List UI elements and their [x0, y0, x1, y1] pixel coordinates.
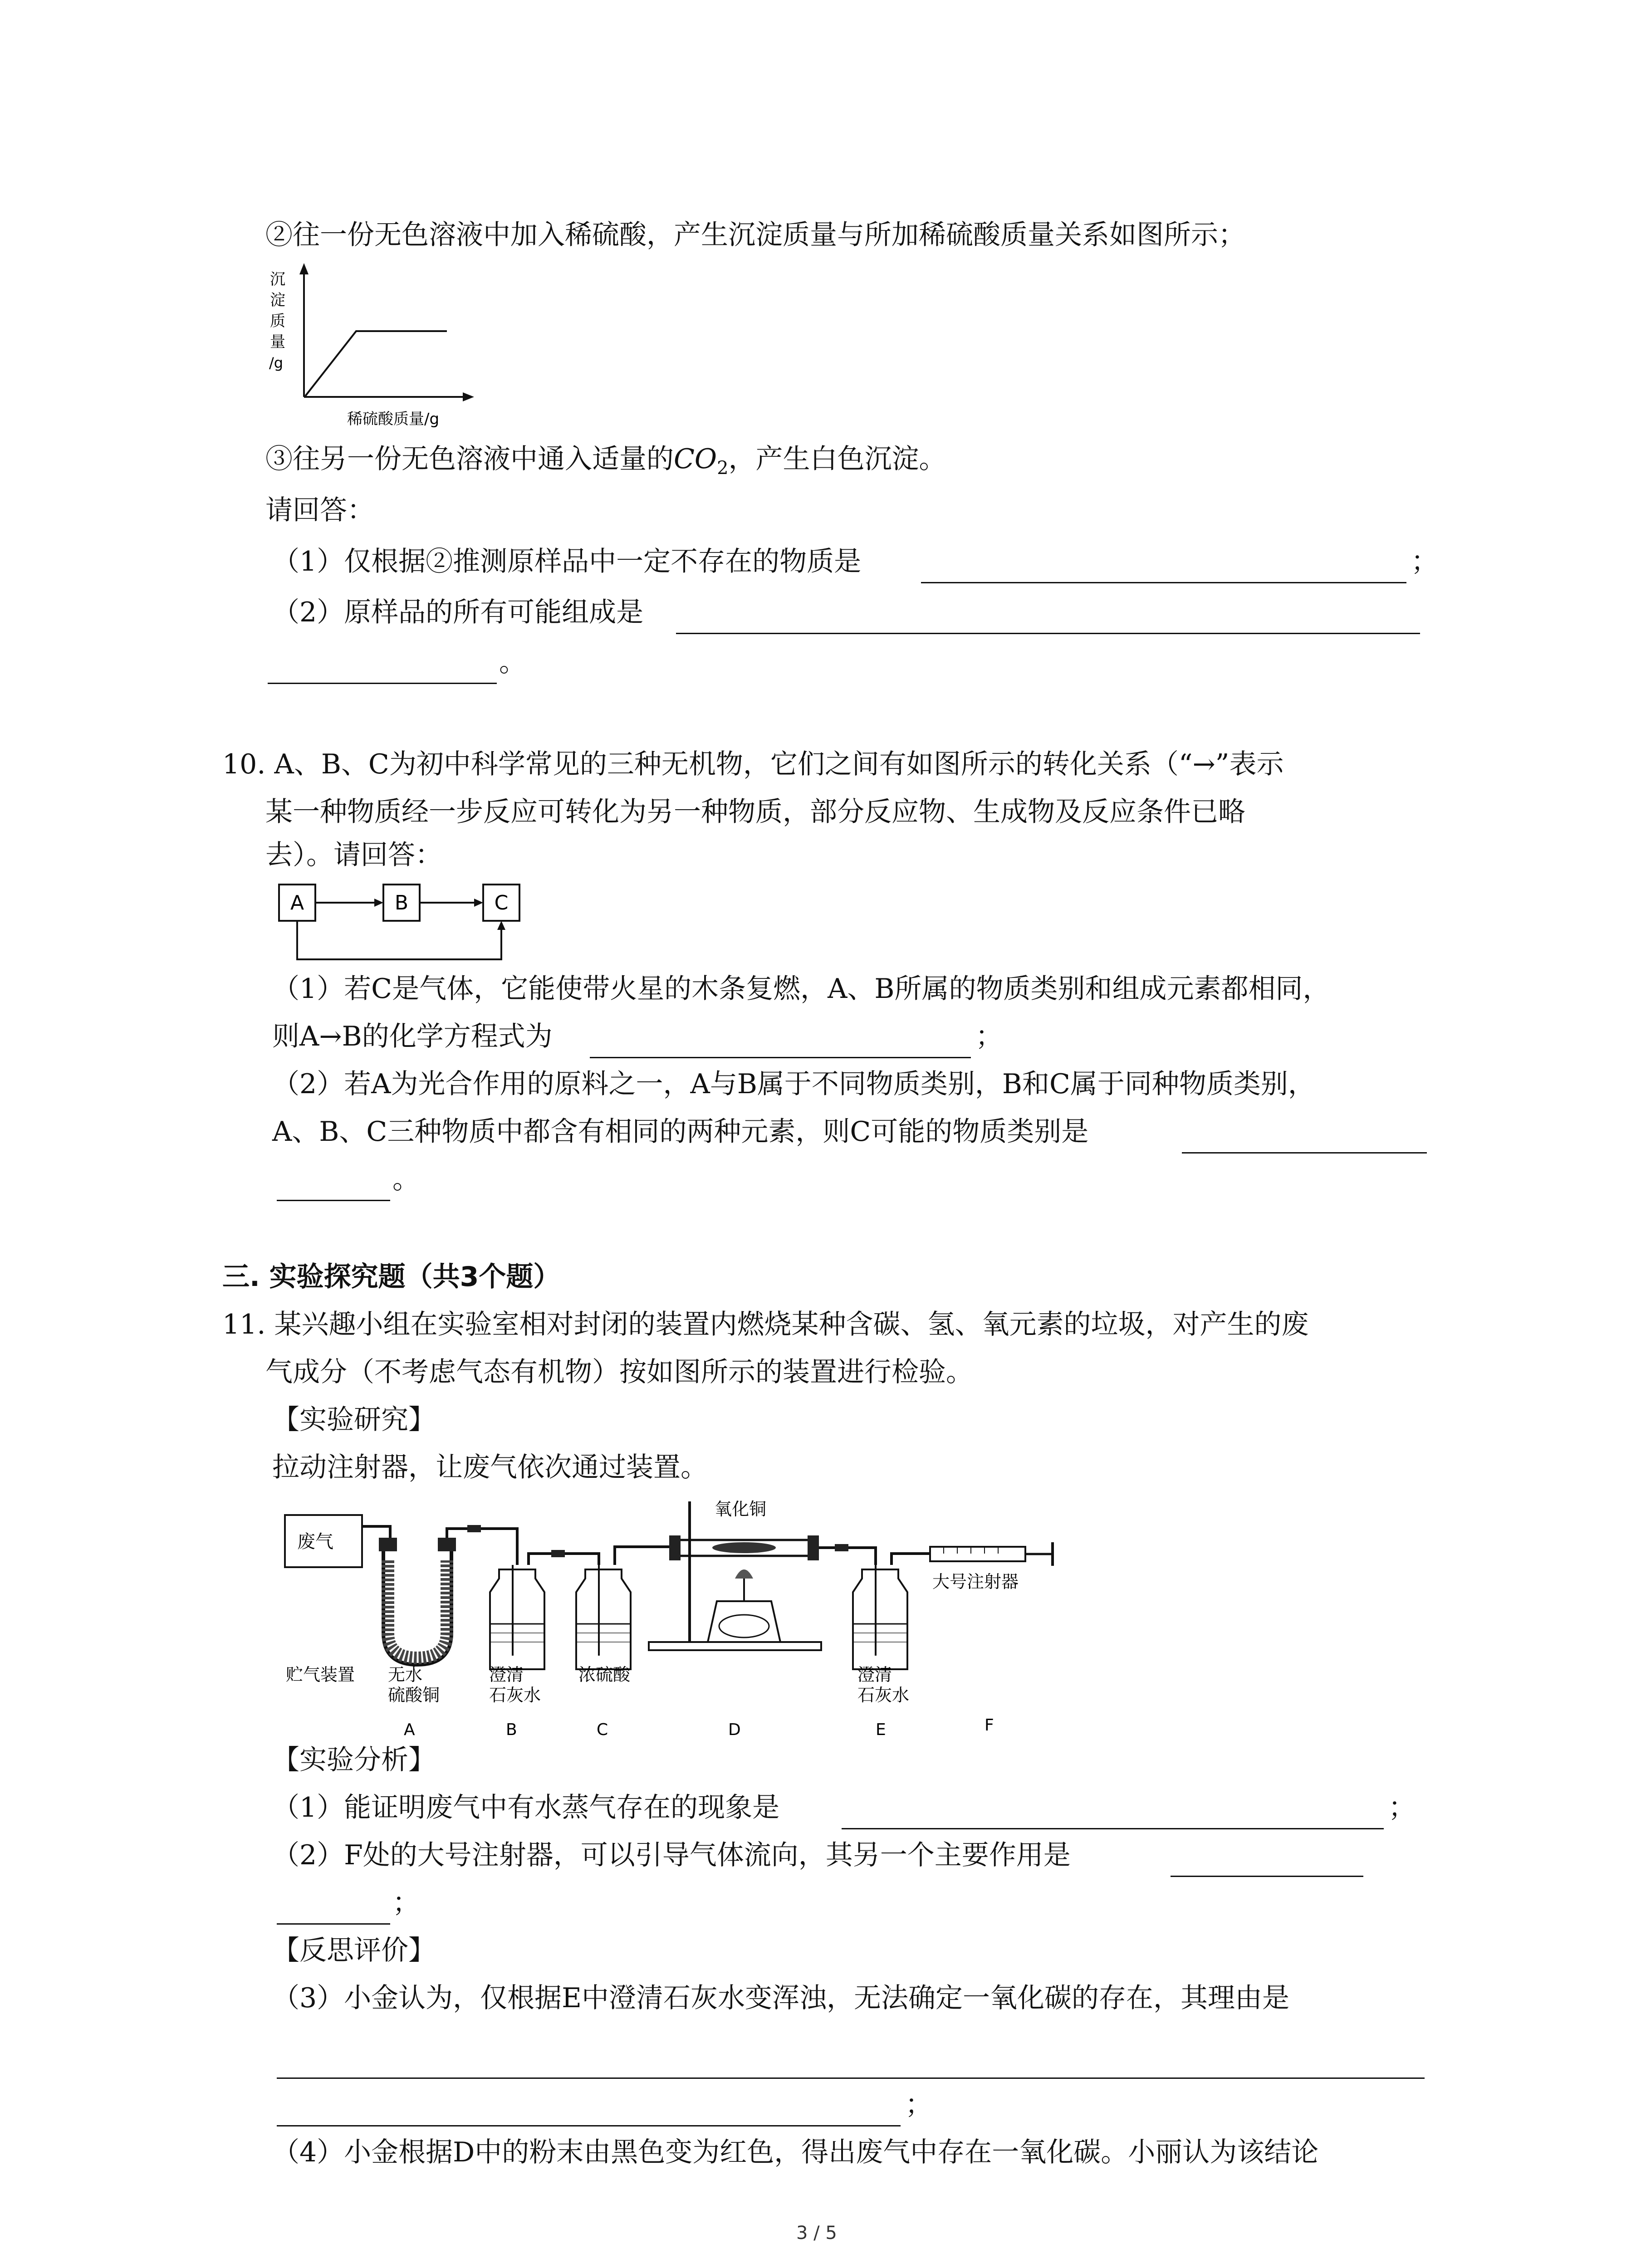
b-label-1: 澄清 [489, 1665, 524, 1685]
q11-sub2-end: ； [392, 1887, 420, 1919]
q9-answer-blank-2a[interactable] [676, 633, 1420, 634]
q11-line2: 气成分（不考虑气态有机物）按如图所示的装置进行检验。 [265, 1356, 973, 1388]
q9-answer-blank-1[interactable] [921, 582, 1406, 583]
bottle-c [576, 1569, 631, 1669]
q10-line2: 某一种物质经一步反应可转化为另一种物质，部分反应物、生成物及反应条件已略 [265, 796, 1245, 828]
q11-line1: 11. 某兴趣小组在实验室相对封闭的装置内燃烧某种含碳、氢、氧元素的垃圾，对产生的废 [222, 1309, 1309, 1340]
q10-sub1-end: ； [975, 1021, 1003, 1052]
q11-sub1: （1）能证明废气中有水蒸气存在的现象是 [272, 1792, 780, 1823]
abc-conversion-diagram [272, 878, 535, 968]
q10-sub2-end: 。 [392, 1163, 420, 1195]
alcohol-lamp [708, 1601, 780, 1642]
q11-sub3-end: ； [905, 2089, 932, 2121]
q11-answer-blank-2b[interactable] [277, 1923, 390, 1925]
box-a-label: A [290, 891, 304, 914]
q9-step3 [265, 441, 946, 486]
box-b-label: B [394, 891, 409, 914]
a-label-2: 硫酸铜 [388, 1685, 440, 1705]
box-c-label: C [494, 891, 509, 914]
storage-label: 贮气装置 [286, 1665, 355, 1685]
q9-step3-pre: ③往另一份无色溶液中通入适量的 [265, 443, 674, 475]
a-label-1: 无水 [388, 1665, 423, 1685]
q11-answer-blank-3a[interactable] [277, 2077, 1425, 2079]
q9-step3-formula: CO [674, 443, 717, 475]
letter-e: E [876, 1721, 886, 1739]
letter-d: D [728, 1721, 741, 1739]
letter-c: C [597, 1721, 608, 1739]
u-tube-stopper-left [379, 1538, 397, 1551]
q9-answer-blank-2b[interactable] [268, 683, 497, 684]
q9-sub1-end: ； [1411, 546, 1438, 577]
u-tube-stopper-right [438, 1538, 456, 1551]
page-number: 3 / 5 [796, 2223, 837, 2244]
bottle-b [490, 1569, 544, 1669]
c-label: 浓硫酸 [578, 1665, 631, 1685]
q10-answer-blank-2a[interactable] [1182, 1152, 1427, 1154]
graph-ylabel-3: 质 [270, 312, 285, 330]
q11-answer-blank-2a[interactable] [1171, 1876, 1363, 1877]
q10-sub2-a: （2）若A为光合作用的原料之一，A与B属于不同物质类别，B和C属于同种物质类别， [272, 1068, 1315, 1100]
graph-ylabel-4: 量 [270, 333, 285, 351]
q10-answer-blank-1[interactable] [590, 1057, 971, 1058]
waste-gas-label: 废气 [297, 1531, 333, 1552]
q9-step3-sub: 2 [717, 458, 729, 479]
precipitate-graph [265, 261, 479, 440]
apparatus-diagram [272, 1497, 1071, 1751]
q11-answer-blank-1[interactable] [842, 1828, 1384, 1829]
copper-oxide-label: 氧化铜 [715, 1499, 767, 1519]
syringe-label: 大号注射器 [932, 1572, 1019, 1592]
graph-ylabel-1: 沉 [270, 270, 285, 288]
q11-head-study: 【实验研究】 [272, 1404, 436, 1436]
letter-b: B [506, 1721, 517, 1739]
q11-head-reflect: 【反思评价】 [272, 1935, 436, 1966]
q9-step3-post: ，产生白色沉淀。 [728, 443, 946, 475]
q11-head-analysis: 【实验分析】 [272, 1744, 436, 1776]
q9-prompt: 请回答： [265, 494, 374, 526]
e-label-2: 石灰水 [857, 1685, 910, 1705]
q11-sub1-end: ； [1388, 1792, 1416, 1823]
q9-sub2-end: 。 [499, 646, 526, 678]
q10-line3: 去）。请回答： [265, 839, 442, 871]
q11-sub3: （3）小金认为，仅根据E中澄清石灰水变浑浊，无法确定一氧化碳的存在，其理由是 [272, 1982, 1289, 2014]
bottle-e [853, 1569, 907, 1669]
q9-sub2: （2）原样品的所有可能组成是 [272, 596, 644, 628]
q10-sub1-a: （1）若C是气体，它能使带火星的木条复燃，A、B所属的物质类别和组成元素都相同， [272, 973, 1330, 1005]
letter-a: A [404, 1721, 415, 1739]
graph-ylabel-2: 淀 [270, 291, 285, 309]
q10-answer-blank-2b[interactable] [277, 1200, 390, 1201]
q11-sub2: （2）F处的大号注射器，可以引导气体流向，其另一个主要作用是 [272, 1839, 1071, 1871]
q9-step2: ②往一份无色溶液中加入稀硫酸，产生沉淀质量与所加稀硫酸质量关系如图所示； [265, 219, 1245, 251]
q10-sub1-b: 则A→B的化学方程式为 [272, 1021, 553, 1052]
q9-sub1: （1）仅根据②推测原样品中一定不存在的物质是 [272, 546, 862, 577]
syringe [930, 1547, 1025, 1561]
e-label-1: 澄清 [857, 1665, 892, 1685]
graph-xlabel: 稀硫酸质量/g [347, 410, 440, 428]
q10-line1: 10. A、B、C为初中科学常见的三种无机物，它们之间有如图所示的转化关系（“→”表示 [222, 748, 1284, 780]
q10-sub2-b: A、B、C三种物质中都含有相同的两种元素，则C可能的物质类别是 [272, 1116, 1089, 1148]
q11-sub4: （4）小金根据D中的粉末由黑色变为红色，得出废气中存在一氧化碳。小丽认为该结论 [272, 2136, 1319, 2168]
section3-title: 三. 实验探究题（共3个题） [222, 1261, 561, 1293]
letter-f: F [985, 1716, 994, 1735]
graph-ylabel-5: /g [269, 354, 284, 371]
b-label-2: 石灰水 [489, 1685, 541, 1705]
q11-answer-blank-3b[interactable] [277, 2125, 901, 2126]
q11-study-text: 拉动注射器，让废气依次通过装置。 [272, 1452, 708, 1483]
